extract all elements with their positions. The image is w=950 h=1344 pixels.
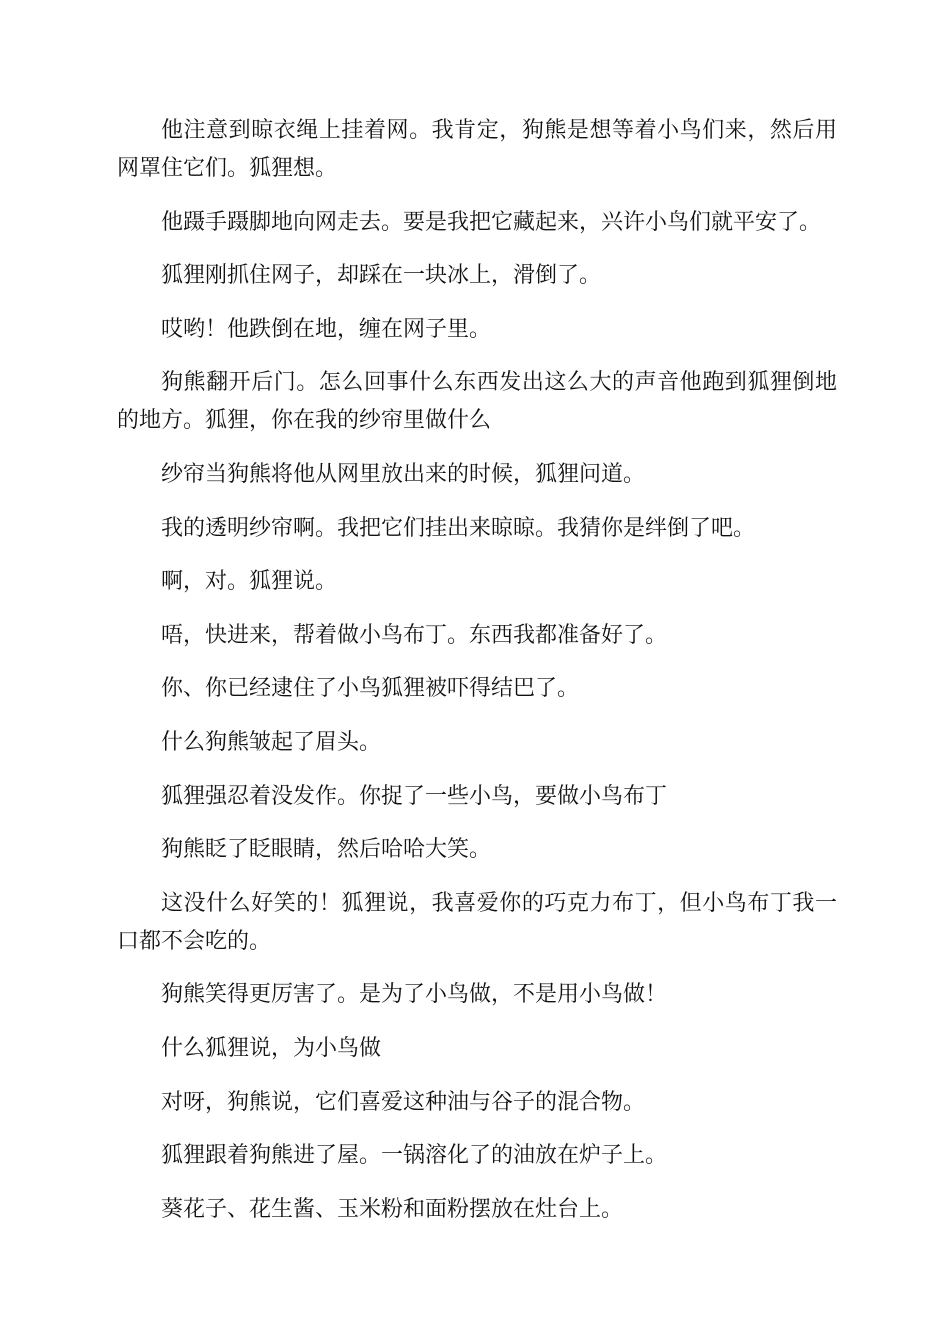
paragraph: 狐狸跟着狗熊进了屋。一锅溶化了的油放在炉子上。 — [161, 1143, 668, 1169]
paragraph: 狗熊笑得更厉害了。是为了小鸟做，不是用小鸟做！ — [161, 982, 668, 1008]
paragraph: 狐狸刚抓住网子，却踩在一块冰上，滑倒了。 — [161, 263, 602, 289]
paragraph: 纱帘当狗熊将他从网里放出来的时候，狐狸问道。 — [161, 461, 646, 487]
paragraph: 对呀，狗熊说，它们喜爱这种油与谷子的混合物。 — [161, 1089, 646, 1115]
paragraph: 你、你已经逮住了小鸟狐狸被吓得结巴了。 — [161, 676, 580, 702]
paragraph: 啊，对。狐狸说。 — [161, 569, 338, 595]
paragraph: 葵花子、花生酱、玉米粉和面粉摆放在灶台上。 — [161, 1196, 624, 1222]
paragraph: 哎哟！他跌倒在地，缠在网子里。 — [161, 316, 492, 342]
paragraph: 什么狐狸说，为小鸟做 — [161, 1035, 382, 1061]
paragraph: 什么狗熊皱起了眉头。 — [161, 729, 382, 755]
document-body — [117, 112, 837, 1244]
paragraph: 他注意到晾衣绳上挂着网。我肯定，狗熊是想等着小鸟们来，然后用网罩住它们。狐狸想。 — [117, 118, 837, 181]
paragraph: 我的透明纱帘啊。我把它们挂出来晾晾。我猜你是绊倒了吧。 — [161, 515, 756, 541]
paragraph: 唔，快进来，帮着做小鸟布丁。东西我都准备好了。 — [161, 622, 668, 648]
paragraph: 狗熊眨了眨眼睛，然后哈哈大笑。 — [161, 837, 492, 863]
paragraph: 他蹑手蹑脚地向网走去。要是我把它藏起来，兴许小鸟们就平安了。 — [161, 209, 822, 235]
paragraph: 狗熊翻开后门。怎么回事什么东西发出这么大的声音他跑到狐狸倒地的地方。狐狸，你在我的纱帘里做什么 — [117, 370, 837, 434]
paragraph: 狐狸强忍着没发作。你捉了一些小鸟，要做小鸟布丁 — [161, 783, 668, 809]
paragraph: 这没什么好笑的！狐狸说，我喜爱你的巧克力布丁，但小鸟布丁我一口都不会吃的。 — [117, 890, 837, 954]
